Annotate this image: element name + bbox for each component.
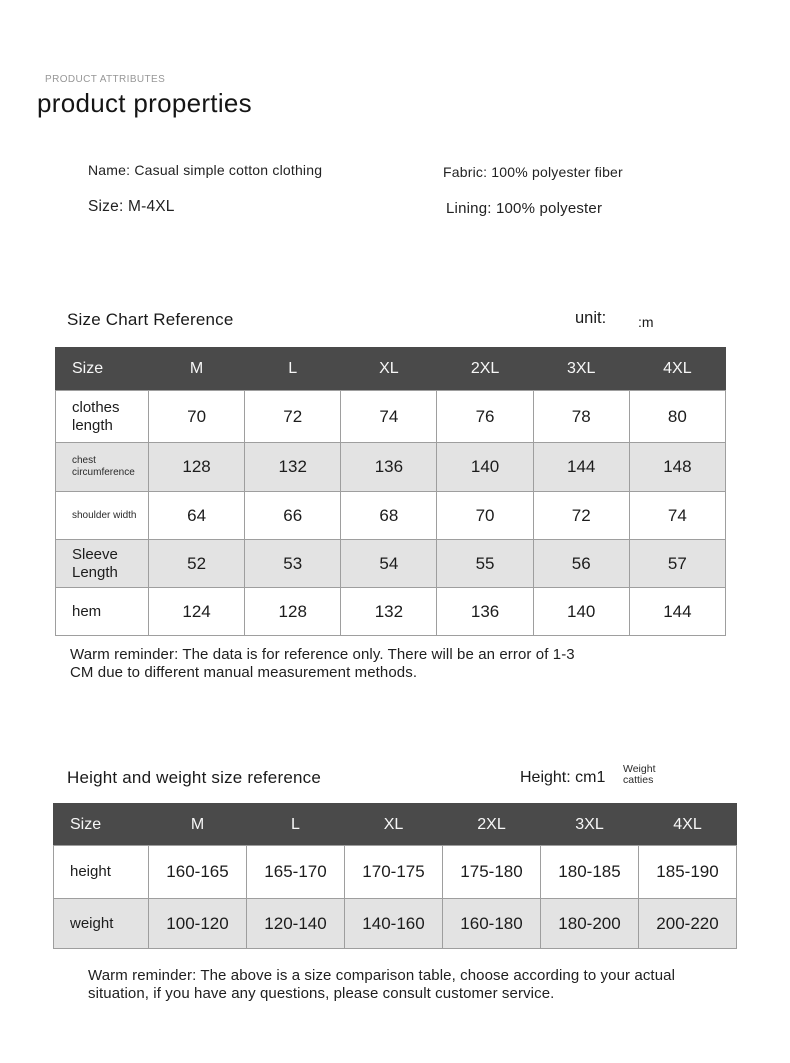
eyebrow-label: PRODUCT ATTRIBUTES bbox=[45, 74, 166, 85]
hw-col-l: L bbox=[247, 804, 345, 846]
table-row-chest-circumference bbox=[56, 443, 726, 492]
cell-value: 180-200 bbox=[541, 899, 639, 949]
weight-unit-top: Weight bbox=[623, 763, 656, 775]
table-row-shoulder-width bbox=[56, 492, 726, 540]
cell-value: 180-185 bbox=[541, 846, 639, 899]
cell-value: 140 bbox=[533, 588, 629, 636]
hw-col-4xl: 4XL bbox=[639, 804, 737, 846]
cell-value: 160-180 bbox=[443, 899, 541, 949]
note-line: situation, if you have any questions, please consult customer service. bbox=[88, 984, 555, 1002]
row-label: shoulder width bbox=[56, 492, 149, 540]
cell-value: 76 bbox=[437, 391, 533, 443]
hw-col-3xl: 3XL bbox=[541, 804, 639, 846]
cell-value: 80 bbox=[629, 391, 725, 443]
height-weight-heading: Height and weight size reference bbox=[67, 768, 321, 787]
hw-col-2xl: 2XL bbox=[443, 804, 541, 846]
height-weight-header-row bbox=[54, 804, 737, 846]
cell-value: 144 bbox=[533, 443, 629, 492]
cell-value: 100-120 bbox=[149, 899, 247, 949]
cell-value: 52 bbox=[149, 540, 245, 588]
height-unit-label: Height: cm1 bbox=[520, 769, 606, 786]
cell-value: 165-170 bbox=[247, 846, 345, 899]
cell-value: 132 bbox=[245, 443, 341, 492]
cell-value: 54 bbox=[341, 540, 437, 588]
cell-value: 128 bbox=[245, 588, 341, 636]
hw-col-xl: XL bbox=[345, 804, 443, 846]
weight-unit-bottom: catties bbox=[623, 774, 654, 786]
height-weight-table bbox=[53, 803, 737, 949]
size-chart-col-size: Size bbox=[56, 348, 149, 391]
cell-value: 140-160 bbox=[345, 899, 443, 949]
cell-value: 70 bbox=[149, 391, 245, 443]
size-chart-col-3xl: 3XL bbox=[533, 348, 629, 391]
attribute-size: Size: M-4XL bbox=[88, 198, 175, 215]
page-title: product properties bbox=[37, 88, 252, 118]
size-chart-col-2xl: 2XL bbox=[437, 348, 533, 391]
cell-value: 170-175 bbox=[345, 846, 443, 899]
cell-value: 72 bbox=[533, 492, 629, 540]
cell-value: 74 bbox=[341, 391, 437, 443]
cell-value: 66 bbox=[245, 492, 341, 540]
row-label: hem bbox=[56, 588, 149, 636]
cell-value: 132 bbox=[341, 588, 437, 636]
cell-value: 148 bbox=[629, 443, 725, 492]
size-chart-table bbox=[55, 347, 726, 636]
note-line: Warm reminder: The above is a size comparison table, choose according to your actual bbox=[88, 967, 676, 984]
row-label: height bbox=[54, 846, 149, 899]
row-label: weight bbox=[54, 899, 149, 949]
table-row-weight bbox=[54, 899, 737, 949]
cell-value: 72 bbox=[245, 391, 341, 443]
size-chart-warm-reminder bbox=[70, 646, 738, 681]
cell-value: 175-180 bbox=[443, 846, 541, 899]
cell-value: 128 bbox=[149, 443, 245, 492]
height-weight-warm-reminder bbox=[88, 967, 788, 1002]
cell-value: 74 bbox=[629, 492, 725, 540]
attribute-lining: Lining: 100% polyester bbox=[446, 200, 603, 217]
cell-value: 185-190 bbox=[639, 846, 737, 899]
note-line: CM due to different manual measurement methods. bbox=[70, 663, 418, 681]
size-chart-header-row bbox=[56, 348, 726, 391]
cell-value: 78 bbox=[533, 391, 629, 443]
table-row-clothes-length bbox=[56, 391, 726, 443]
size-chart-col-xl: XL bbox=[341, 348, 437, 391]
cell-value: 57 bbox=[629, 540, 725, 588]
hw-col-m: M bbox=[149, 804, 247, 846]
cell-value: 120-140 bbox=[247, 899, 345, 949]
size-chart-unit-label: unit: bbox=[575, 309, 607, 327]
cell-value: 124 bbox=[149, 588, 245, 636]
cell-value: 200-220 bbox=[639, 899, 737, 949]
cell-value: 136 bbox=[341, 443, 437, 492]
cell-value: 64 bbox=[149, 492, 245, 540]
cell-value: 53 bbox=[245, 540, 341, 588]
row-label: chest circumference bbox=[56, 443, 149, 492]
size-chart-unit-value: :m bbox=[638, 314, 654, 330]
size-chart-heading: Size Chart Reference bbox=[67, 310, 234, 329]
size-chart-col-m: M bbox=[149, 348, 245, 391]
hw-col-size: Size bbox=[54, 804, 149, 846]
cell-value: 136 bbox=[437, 588, 533, 636]
cell-value: 68 bbox=[341, 492, 437, 540]
weight-unit-label bbox=[623, 764, 656, 786]
cell-value: 56 bbox=[533, 540, 629, 588]
cell-value: 140 bbox=[437, 443, 533, 492]
attribute-fabric: Fabric: 100% polyester fiber bbox=[443, 164, 623, 180]
row-label: Sleeve Length bbox=[56, 540, 149, 588]
table-row-hem bbox=[56, 588, 726, 636]
cell-value: 70 bbox=[437, 492, 533, 540]
cell-value: 55 bbox=[437, 540, 533, 588]
attribute-name: Name: Casual simple cotton clothing bbox=[88, 162, 323, 178]
row-label: clothes length bbox=[56, 391, 149, 443]
cell-value: 160-165 bbox=[149, 846, 247, 899]
table-row-height bbox=[54, 846, 737, 899]
cell-value: 144 bbox=[629, 588, 725, 636]
size-chart-col-4xl: 4XL bbox=[629, 348, 725, 391]
size-chart-col-l: L bbox=[245, 348, 341, 391]
note-line: Warm reminder: The data is for reference only. There will be an error of 1-3 bbox=[70, 646, 575, 663]
table-row-sleeve-length bbox=[56, 540, 726, 588]
